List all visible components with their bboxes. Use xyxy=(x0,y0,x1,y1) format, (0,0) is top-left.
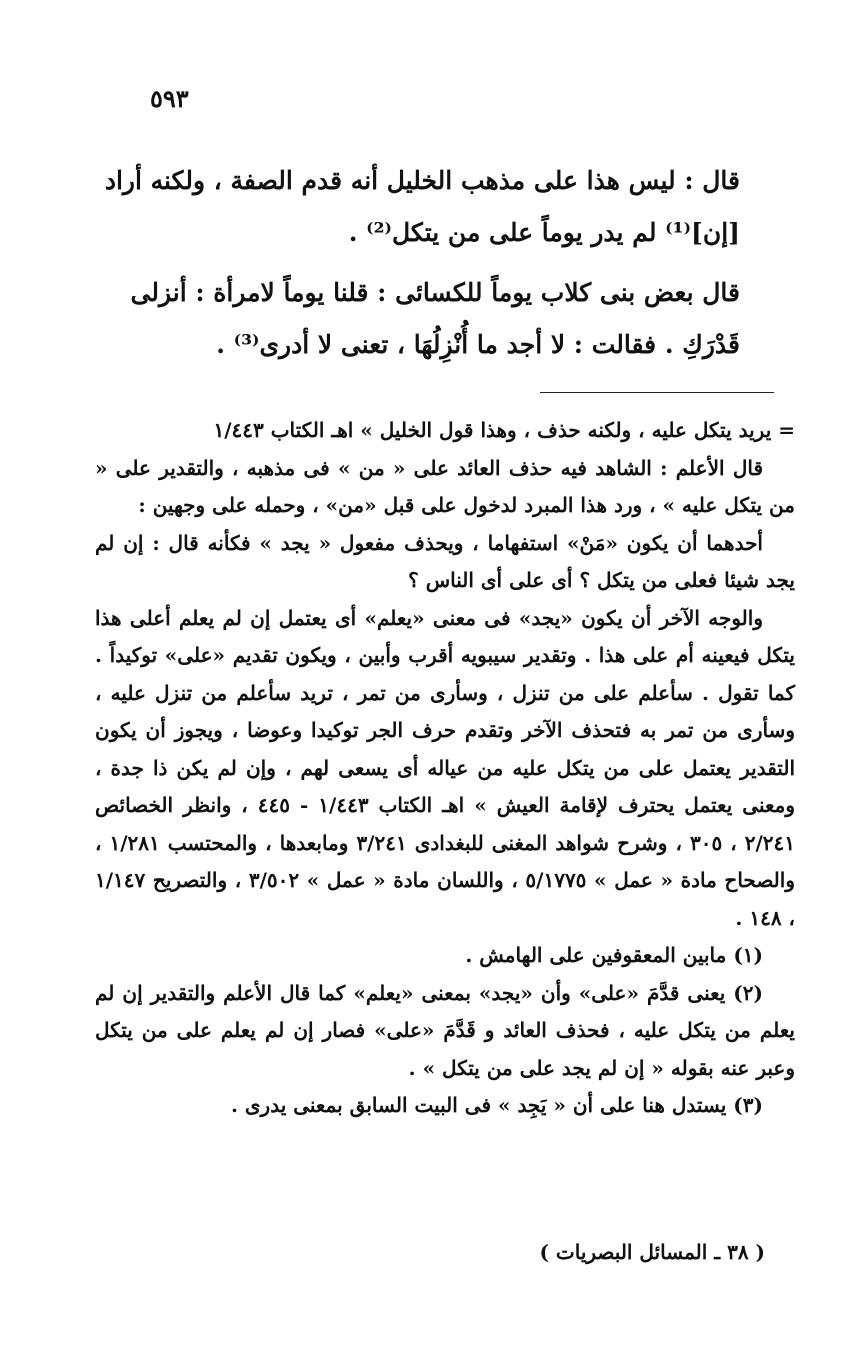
footnote-divider xyxy=(540,392,774,393)
main-text xyxy=(100,155,740,379)
page-number: ٥٩٣ xyxy=(150,84,189,113)
footnote-3: (٣) يستدل هنا على أن « يَجِد » فى البيت السابق بمعنى يدرى . xyxy=(230,1093,763,1117)
signature-label: ( ٣٨ ـ المسائل البصريات ) xyxy=(539,1240,765,1264)
footnote-paragraph: قال الأعلم : الشاهد فيه حذف العائد على « من » فى مذهبه ، والتقدير على « من يتكل عليه » ، ورد هذا المبرد لدخول على قبل «من» ، وحمله على وجهين : xyxy=(95,455,795,517)
main-paragraph: قال : ليس هذا على مذهب الخليل أنه قدم الصفة ، ولكنه أراد [إن]⁽¹⁾ لم يدر يوماً على من يتكل⁽²⁾ . xyxy=(104,166,740,247)
footnote-paragraph: أحدهما أن يكون «مَنْ» استفهاما ، ويحذف مفعول « يجد » فكأنه قال : إن لم يجد شيئا فعلى من يتكل ؟ أى على أى الناس ؟ xyxy=(95,530,795,592)
footnote-paragraph: والوجه الآخر أن يكون «يجد» فى معنى «يعلم» أى يعتمل إن لم يعلم أعلى هذا يتكل فيعينه أم على هذا . وتقدير سيبويه أقرب وأبين ، ويكون تقديم «على» توكيداً . كما تقول . سأعلم على من تنزل ، وسأرى من تمر ، تريد سأعلم من تنزل عليه ، وسأرى من تمر به فتحذف الآخر وتقدم حرف الجر توكيدا وعوضا ، ويجوز أن يكون التقدير يعتمل على من يتكل عليه من عياله أى يسعى لهم ، وإن لم يكن ذا جدة ، ومعنى يعتمل يحترف لإقامة العيش » اهـ الكتاب ١/٤٤٣ - ٤٤٥ ، وانظر الخصائص ٢/٢٤١ ، ٣٠٥ ، وشرح شواهد المغنى للبغدادى ٣/٢٤١ ومابعدها ، والمحتسب ١/٢٨١ ، والصحاح مادة « عمل » ٥/١٧٧٥ ، واللسان مادة « عمل » ٣/٥٠٢ ، والتصريح ١/١٤٧ ، ١٤٨ . xyxy=(95,605,795,930)
footnote-2: (٢) يعنى قدَّمَ «على» وأن «يجد» بمعنى «يعلم» كما قال الأعلم والتقدير إن لم يعلم من يتكل عليه ، فحذف العائد و قَدَّمَ «على» فصار إن لم يعلم على من يتكل وعبر عنه بقوله « إن لم يجد على من يتكل » . xyxy=(95,980,795,1080)
footnote-1: (١) مابين المعقوفين على الهامش . xyxy=(465,943,763,967)
footnote-continuation: = يريد يتكل عليه ، ولكنه حذف ، وهذا قول الخليل » اهـ الكتاب ١/٤٤٣ xyxy=(213,418,795,442)
main-paragraph: قال بعض بنى كلاب يوماً للكسائى : قلنا يوماً لامرأة : أنزلى قَدْرَكِ . فقالت : لا أجد ما أُنْزِلُهَا ، تعنى لا أدرى⁽³⁾ . xyxy=(130,278,740,359)
footnotes xyxy=(95,412,795,1125)
